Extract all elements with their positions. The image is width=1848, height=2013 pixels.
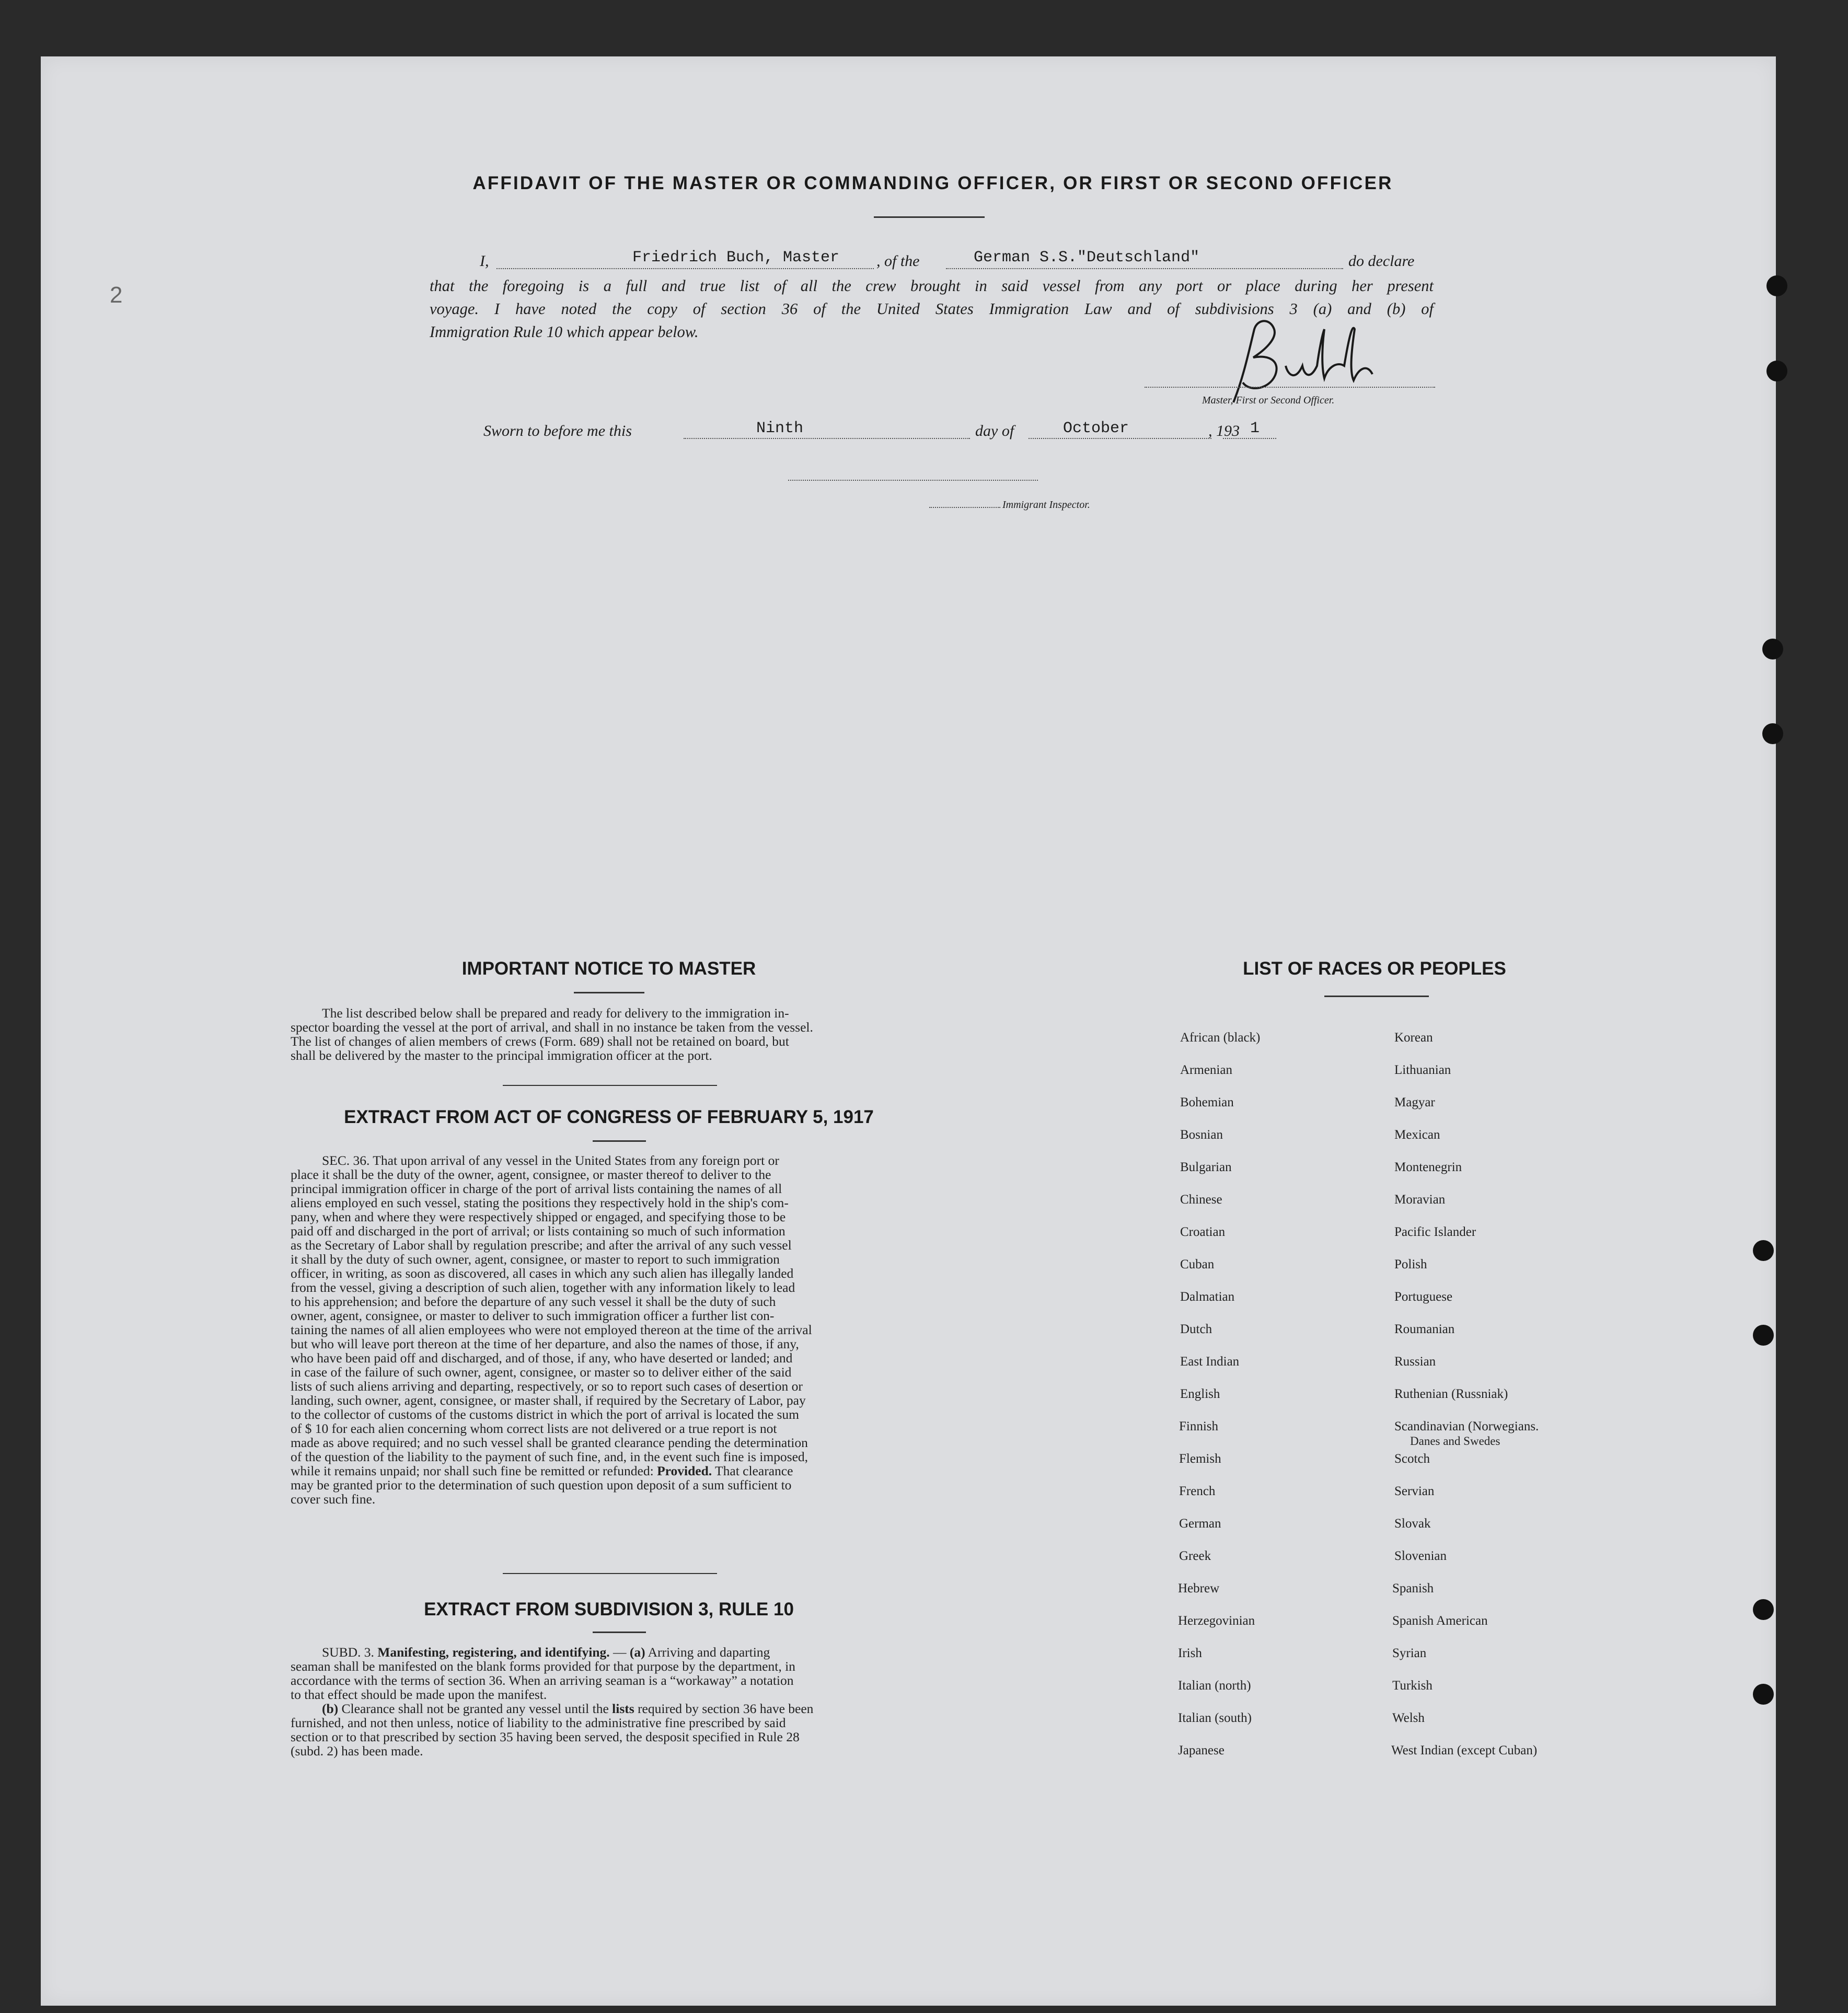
race-item: Greek — [1179, 1549, 1211, 1563]
races-title: LIST OF RACES OR PEOPLES — [1243, 958, 1506, 979]
act-title: EXTRACT FROM ACT OF CONGRESS OF FEBRUARY 5, 1917 — [344, 1107, 874, 1127]
race-item: East Indian — [1180, 1355, 1240, 1369]
year-prefix: , 193 — [1208, 422, 1240, 439]
affidavit-line-3: voyage. I have noted the copy of section 36 of the United States Immigration Law and of subdivisions 3 (a) and (b) of — [430, 300, 1434, 318]
race-item: Lithuanian — [1394, 1063, 1451, 1077]
act-line: principal immigration officer in charge of the port of arrival lists containing the names of all — [291, 1181, 782, 1196]
act-line: paid off and discharged in the port of arrival; or lists containing so much of such information — [291, 1223, 786, 1239]
punch-hole — [1766, 361, 1787, 381]
act-line: place it shall be the duty of the owner, agent, consignee, or master thereof to deliver to the — [291, 1167, 771, 1182]
provided-bold: Provided. — [657, 1463, 712, 1478]
act-line: of the question of the liability to the payment of such fine, and, in the event such fine is imposed, — [291, 1449, 808, 1464]
race-item: German — [1179, 1517, 1221, 1531]
do-declare-text: do declare — [1348, 252, 1415, 270]
vessel-line — [946, 268, 1343, 269]
race-item: Mexican — [1394, 1128, 1440, 1142]
sworn-month[interactable]: October — [1063, 420, 1129, 437]
race-item: Danes and Swedes — [1410, 1434, 1500, 1448]
b-line: furnished, and not then unless, notice of liability to the administrative fine prescribed by said — [291, 1715, 786, 1730]
margin-mark: 2 — [110, 282, 123, 308]
act-line: of $ 10 for each alien concerning whom correct lists are not delivered or a true report is not — [291, 1421, 777, 1436]
race-item: Ruthenian (Russniak) — [1394, 1387, 1508, 1401]
race-item: Korean — [1394, 1031, 1433, 1045]
race-item: Magyar — [1394, 1095, 1435, 1109]
act-line: taining the names of all alien employees who were not employed thereon at the time of the arrival — [291, 1322, 812, 1337]
notice-title: IMPORTANT NOTICE TO MASTER — [461, 958, 756, 979]
subd-label: SUBD. 3. — [322, 1645, 378, 1660]
race-item: Armenian — [1180, 1063, 1232, 1077]
rule-rule — [593, 1632, 646, 1633]
race-item: Bulgarian — [1180, 1160, 1232, 1174]
signature-caption: Master, First or Second Officer. — [1202, 395, 1335, 406]
race-item: Bohemian — [1180, 1095, 1234, 1109]
b-first-line — [291, 1702, 813, 1716]
races-rule — [1324, 996, 1429, 997]
notice-line: The list of changes of alien members of crews (Form. 689) shall not be retained on board, but — [291, 1034, 789, 1049]
b-part1: Clearance shall not be granted any vessel until the — [338, 1701, 613, 1716]
act-line: may be granted prior to the determination of such question upon deposit of a sum sufficient to — [291, 1477, 792, 1493]
act-line: who have been paid off and discharged, and of those, if any, who have deserted or landed; and — [291, 1350, 793, 1366]
provided-rest: That clearance — [712, 1463, 793, 1478]
declarant-name[interactable]: Friedrich Buch, Master — [632, 249, 840, 267]
subd-dash: — — [609, 1645, 630, 1660]
b-line: section or to that prescribed by section 35 having been served, the desposit specified in Rule 28 — [291, 1729, 800, 1744]
race-item: Slovak — [1394, 1517, 1431, 1531]
sworn-day-line — [684, 438, 970, 439]
affidavit-line-4: Immigration Rule 10 which appear below. — [430, 323, 699, 341]
notice-rule — [574, 992, 644, 993]
punch-hole — [1753, 1684, 1774, 1705]
notice-line: The list described below shall be prepared and ready for delivery to the immigration in- — [322, 1005, 789, 1021]
inspector-line-2 — [929, 507, 1000, 508]
act-line: pany, when and where they were respectively shipped or engaged, and specifying those to be — [291, 1209, 786, 1224]
sworn-day[interactable]: Ninth — [756, 420, 804, 437]
act-line: but who will leave port thereon at the time of her departure, and also the names of those, if any, — [291, 1336, 799, 1351]
act-line: from the vessel, giving a description of such alien, together with any information likely to lead — [291, 1280, 795, 1295]
race-item: Dalmatian — [1180, 1290, 1235, 1304]
b-lists: lists — [612, 1701, 634, 1716]
race-item: Flemish — [1179, 1452, 1221, 1466]
b-part2: required by section 36 have been — [634, 1701, 814, 1716]
race-item: Herzegovinian — [1178, 1614, 1255, 1628]
race-item: West Indian (except Cuban) — [1391, 1743, 1538, 1757]
race-item: Slovenian — [1394, 1549, 1447, 1563]
year-suffix[interactable]: 1 — [1250, 420, 1260, 437]
affidavit-prefix: I, — [480, 252, 489, 270]
notice-line: spector boarding the vessel at the port of arrival, and shall in no instance be taken from the vessel. — [291, 1020, 813, 1035]
sworn-month-line — [1029, 438, 1211, 439]
race-item: Welsh — [1392, 1711, 1425, 1725]
race-item: Italian (south) — [1178, 1711, 1252, 1725]
race-item: Spanish American — [1392, 1614, 1488, 1628]
act-line: as the Secretary of Labor shall by regulation prescribe; and after the arrival of any such vessel — [291, 1237, 792, 1253]
race-item: Croatian — [1180, 1225, 1226, 1239]
race-item: Turkish — [1392, 1679, 1433, 1693]
race-item: Roumanian — [1394, 1322, 1455, 1336]
race-item: Syrian — [1392, 1646, 1427, 1660]
race-item: Scotch — [1394, 1452, 1430, 1466]
act-line: cover such fine. — [291, 1491, 376, 1507]
punch-hole — [1753, 1599, 1774, 1620]
act-line: to his apprehension; and before the departure of any such vessel it shall be the duty of such — [291, 1294, 776, 1309]
act-line: while it remains unpaid; nor shall such fine be remitted or refunded: — [291, 1463, 654, 1478]
act-line: in case of the failure of such owner, agent, consignee, or master so to deliver either of the said — [291, 1364, 792, 1380]
year-line — [1223, 438, 1276, 439]
a-line: seaman shall be manifested on the blank forms provided for that purpose by the department, in — [291, 1659, 795, 1674]
a-rest: Arriving and daparting — [645, 1645, 770, 1660]
notice-line: shall be delivered by the master to the principal immigration officer at the port. — [291, 1048, 712, 1063]
punch-hole — [1753, 1325, 1774, 1346]
race-item: Hebrew — [1178, 1581, 1220, 1595]
punch-hole — [1753, 1240, 1774, 1261]
punch-hole — [1762, 639, 1783, 660]
of-the-text: , of the — [876, 252, 920, 270]
act-line: lists of such aliens arriving and departing, respectively, or so to report such cases of desertion or — [291, 1379, 803, 1394]
affidavit-line-2: that the foregoing is a full and true list of all the crew brought in said vessel from any port or place during her present — [430, 277, 1434, 295]
act-line: owner, agent, consignee, or master to deliver to such immigration officer a further list con- — [291, 1308, 775, 1323]
race-item: African (black) — [1180, 1031, 1261, 1045]
act-rule — [593, 1140, 646, 1142]
b-label: (b) — [322, 1701, 339, 1716]
race-item: Italian (north) — [1178, 1679, 1251, 1693]
title-rule — [874, 216, 985, 218]
act-line-provided — [291, 1464, 793, 1478]
signature-drawing — [1212, 314, 1385, 408]
name-line — [496, 268, 874, 269]
race-item: Cuban — [1180, 1257, 1215, 1271]
vessel-name[interactable]: German S.S."Deutschland" — [974, 249, 1200, 267]
act-line: landing, such owner, agent, consignee, or master shall, if required by the Secretary of Labor, pay — [291, 1393, 806, 1408]
race-item: Scandinavian (Norwegians. — [1394, 1419, 1539, 1433]
inspector-caption: Immigrant Inspector. — [1002, 499, 1090, 511]
race-item: Portuguese — [1394, 1290, 1453, 1304]
race-item: Bosnian — [1180, 1128, 1223, 1142]
b-line: (subd. 2) has been made. — [291, 1743, 423, 1759]
punch-hole — [1762, 723, 1783, 744]
punch-hole — [1766, 275, 1787, 296]
act-line: SEC. 36. That upon arrival of any vessel in the United States from any foreign port or — [322, 1153, 779, 1168]
race-item: Japanese — [1178, 1743, 1225, 1757]
act-line: made as above required; and no such vessel shall be granted clearance pending the determination — [291, 1435, 808, 1450]
act-line: to the collector of customs of the customs district in which the port of arrival is located the sum — [291, 1407, 800, 1422]
race-item: Dutch — [1180, 1322, 1212, 1336]
subd-bold: Manifesting, registering, and identifying. — [377, 1645, 610, 1660]
subd-line — [291, 1645, 770, 1659]
race-item: Moravian — [1394, 1193, 1446, 1207]
race-item: Polish — [1394, 1257, 1427, 1271]
race-item: Irish — [1178, 1646, 1202, 1660]
act-line: officer, in writing, as soon as discovered, all cases in which any such alien has illegally landed — [291, 1266, 794, 1281]
day-of-text: day of — [975, 422, 1014, 439]
section-rule — [503, 1573, 717, 1574]
race-item: Chinese — [1180, 1193, 1222, 1207]
race-item: Servian — [1394, 1484, 1435, 1498]
race-item: Montenegrin — [1394, 1160, 1462, 1174]
race-item: Finnish — [1179, 1419, 1219, 1433]
a-line: to that effect should be made upon the manifest. — [291, 1687, 547, 1702]
act-line: it shall by the duty of such owner, agent, consignee, or master to report to such immigration — [291, 1252, 780, 1267]
act-line: aliens employed en such vessel, stating the positions they respectively hold in the ship's com- — [291, 1195, 789, 1210]
section-rule — [503, 1085, 717, 1086]
affidavit-title: AFFIDAVIT OF THE MASTER OR COMMANDING OFFICER, OR FIRST OR SECOND OFFICER — [472, 173, 1393, 193]
inspector-line — [788, 480, 1038, 481]
race-item: Spanish — [1392, 1581, 1434, 1595]
race-item: English — [1180, 1387, 1220, 1401]
rule-title: EXTRACT FROM SUBDIVISION 3, RULE 10 — [424, 1599, 794, 1619]
a-label: (a) — [629, 1645, 645, 1660]
a-line: accordance with the terms of section 36. When an arriving seaman is a “workaway” a notation — [291, 1673, 794, 1688]
race-item: Pacific Islander — [1394, 1225, 1476, 1239]
race-item: French — [1179, 1484, 1216, 1498]
race-item: Russian — [1394, 1355, 1436, 1369]
signature-line — [1145, 387, 1435, 388]
sworn-prefix: Sworn to before me this — [483, 422, 632, 439]
